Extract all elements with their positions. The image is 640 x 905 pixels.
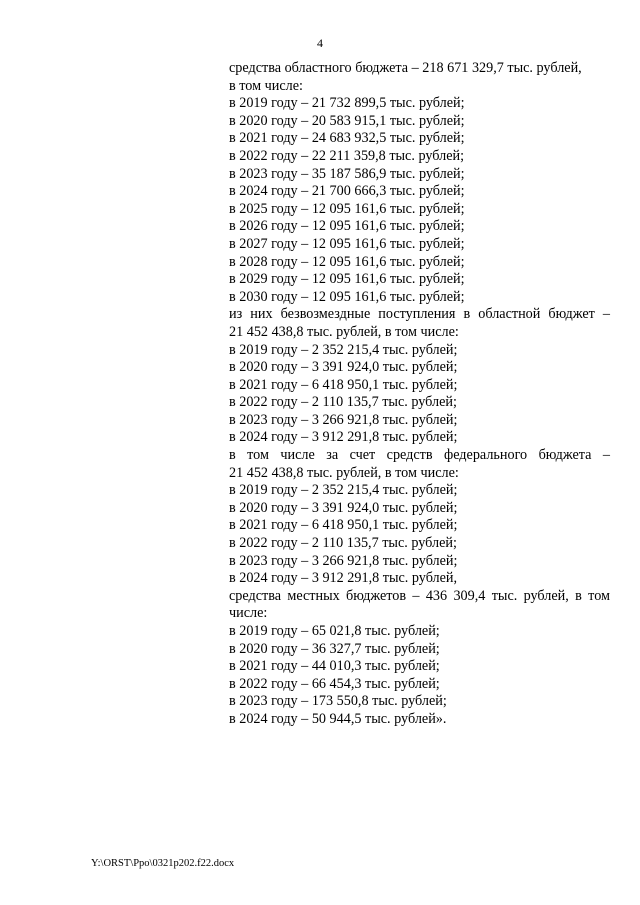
text-line: в том числе за счет средств федерального бюджета –: [229, 447, 610, 464]
text-line: в 2019 году – 65 021,8 тыс. рублей;: [229, 623, 440, 639]
text-line: в 2019 году – 21 732 899,5 тыс. рублей;: [229, 95, 465, 112]
text-line: в 2023 году – 173 550,8 тыс. рублей;: [229, 693, 447, 710]
text-line: в 2021 году – 24 683 932,5 тыс. рублей;: [229, 130, 465, 147]
text-line: в 2028 году – 12 095 161,6 тыс. рублей;: [229, 253, 465, 270]
text-line: в 2023 году – 35 187 586,9 тыс. рублей;: [229, 165, 465, 182]
text-line: в 2021 году – 6 418 950,1 тыс. рублей;: [229, 376, 458, 393]
text-line: в 2027 году – 12 095 161,6 тыс. рублей;: [229, 235, 465, 252]
text-line: в 2021 году – 6 418 950,1 тыс. рублей;: [229, 517, 458, 534]
text-line: в 2022 году – 2 110 135,7 тыс. рублей;: [229, 394, 457, 411]
text-line: в 2022 году – 66 454,3 тыс. рублей;: [229, 675, 440, 692]
text-line: средства местных бюджетов – 436 309,4 тыс. рублей, в том: [229, 587, 610, 604]
text-line: средства областного бюджета – 218 671 329,7 тыс. рублей,: [229, 60, 582, 76]
text-line: в 2024 году – 50 944,5 тыс. рублей».: [229, 710, 447, 727]
text-line: в 2023 году – 3 266 921,8 тыс. рублей;: [229, 552, 458, 569]
text-line: в 2019 году – 2 352 215,4 тыс. рублей;: [229, 482, 458, 499]
footer-file-path: Y:\ORST\Ppo\0321p202.f22.docx: [91, 858, 235, 869]
text-line: в 2030 году – 12 095 161,6 тыс. рублей;: [229, 288, 465, 305]
text-line: из них безвозмездные поступления в областной бюджет –: [229, 306, 610, 323]
text-line: в 2022 году – 22 211 359,8 тыс. рублей;: [229, 147, 465, 164]
text-line: в том числе:: [229, 77, 303, 94]
text-line: в 2024 году – 3 912 291,8 тыс. рублей;: [229, 429, 458, 446]
text-line: в 2029 году – 12 095 161,6 тыс. рублей;: [229, 271, 465, 288]
text-line: в 2026 году – 12 095 161,6 тыс. рублей;: [229, 218, 465, 235]
document-body: [229, 60, 610, 729]
text-line: в 2019 году – 2 352 215,4 тыс. рублей;: [229, 341, 458, 358]
text-line: в 2022 году – 2 110 135,7 тыс. рублей;: [229, 535, 457, 552]
text-line: в 2020 году – 36 327,7 тыс. рублей;: [229, 640, 440, 657]
text-line: 21 452 438,8 тыс. рублей, в том числе:: [229, 323, 459, 340]
page-number: 4: [317, 36, 323, 50]
text-line: в 2020 году – 3 391 924,0 тыс. рублей;: [229, 359, 458, 376]
text-line: в 2023 году – 3 266 921,8 тыс. рублей;: [229, 411, 458, 428]
text-line: в 2020 году – 20 583 915,1 тыс. рублей;: [229, 112, 465, 129]
text-line: в 2024 году – 21 700 666,3 тыс. рублей;: [229, 183, 465, 200]
text-line: в 2025 году – 12 095 161,6 тыс. рублей;: [229, 200, 465, 217]
text-line: в 2021 году – 44 010,3 тыс. рублей;: [229, 658, 440, 675]
text-line: в 2020 году – 3 391 924,0 тыс. рублей;: [229, 499, 458, 516]
text-line: в 2024 году – 3 912 291,8 тыс. рублей,: [229, 570, 458, 587]
text-line: 21 452 438,8 тыс. рублей, в том числе:: [229, 464, 459, 481]
text-line: числе:: [229, 605, 268, 622]
